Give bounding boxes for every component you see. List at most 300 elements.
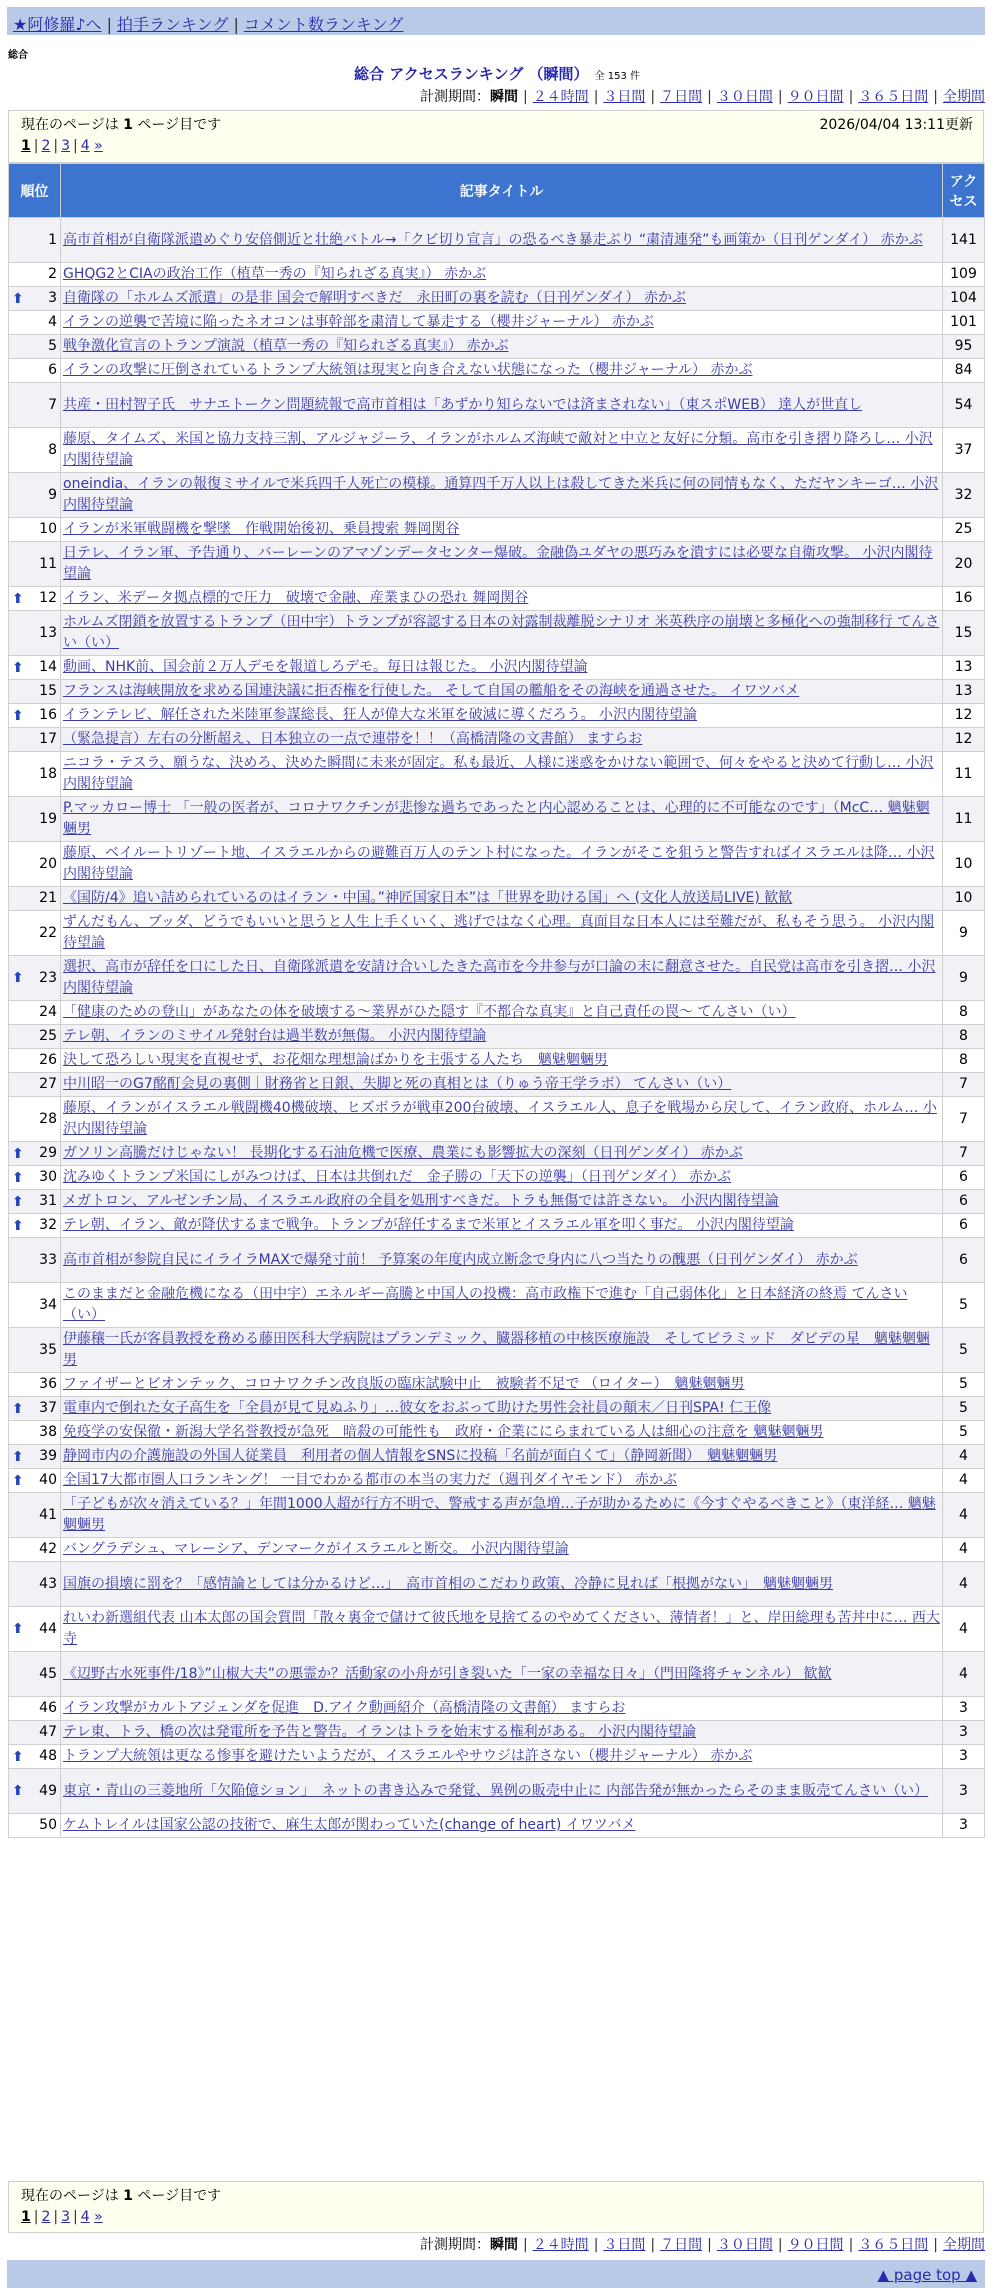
article-link[interactable]: トランプ大統領は更なる惨事を避けたいようだが、イスラエルやサウジは許さない（櫻井ジャーナル） 赤かぶ: [63, 1748, 753, 1764]
rank-cell: [9, 542, 61, 587]
table-row: [9, 1238, 985, 1283]
rank-cell: [9, 611, 61, 656]
rank-cell: [9, 1421, 61, 1445]
rank-cell: [9, 311, 61, 335]
table-row: [9, 1190, 985, 1214]
rank-up-icon: ⬆: [12, 659, 24, 676]
access-count: 9: [943, 956, 985, 1001]
page-link[interactable]: 2: [41, 2209, 51, 2225]
period-link[interactable]: ７日間: [660, 89, 703, 105]
article-link[interactable]: 選択、高市が辞任を口にした日、自衛隊派遣を安請け合いしたきた高市を今井参与が口論の末に翻意させた。自民党は高市を引き摺… 小沢内閣待望論: [63, 959, 936, 996]
access-count: 6: [943, 1190, 985, 1214]
header-title: 記事タイトル: [61, 164, 943, 218]
article-link[interactable]: イランが米軍戦闘機を撃墜 作戦開始後初、乗員捜索 舞岡関谷: [63, 521, 460, 537]
table-row: [9, 1097, 985, 1142]
period-current: 瞬間: [489, 2237, 518, 2253]
article-link[interactable]: 《国防/4》追い詰められているのはイラン・中国。”神匠国家日本”は「世界を助ける国」へ (文化人放送局LIVE) 歓歓: [63, 890, 793, 906]
title-cell: [61, 1607, 943, 1652]
period-link[interactable]: ９０日間: [787, 2237, 844, 2253]
article-link[interactable]: 共産・田村智子氏 サナエトークン問題続報で高市首相は「あずかり知らないでは済まされない」（東スポWEB） 達人が世直し: [63, 396, 863, 413]
rank-number: 49: [39, 1782, 57, 1799]
table-row: [9, 1607, 985, 1652]
rank-cell: [9, 1814, 61, 1838]
rank-number: 26: [39, 1052, 57, 1068]
article-link[interactable]: ファイザーとビオンテック、コロナワクチン改良版の臨床試験中止 被験者不足で （ロイター） 魑魅魍魎男: [63, 1376, 745, 1392]
access-count: 15: [943, 611, 985, 656]
table-row: [9, 1769, 985, 1814]
rank-cell: [9, 287, 61, 311]
article-link[interactable]: ケムトレイルは国家公認の技術で、麻生太郎が関わっていた(change of heart) イワツバメ: [63, 1817, 636, 1833]
rank-number: 21: [39, 890, 57, 906]
access-count: 5: [943, 1328, 985, 1373]
title-cell: [61, 1814, 943, 1838]
rank-number: 34: [39, 1296, 57, 1313]
period-link[interactable]: ３日間: [603, 2237, 646, 2253]
article-link[interactable]: 藤原、イランがイスラエル戦闘機40機破壊、ヒズボラが戦車200台破壊、イスラエル人、息子を戦場から戻して、イラン政府、ホルム… 小沢内閣待望論: [63, 1100, 937, 1137]
article-link[interactable]: 中川昭一のG7酩酊会見の裏側｜財務省と日銀、失脚と死の真相とは（りゅう帝王学ラボ） てんさい（い）: [63, 1076, 732, 1092]
period-link[interactable]: ２４時間: [532, 2237, 589, 2253]
access-count: 16: [943, 587, 985, 611]
access-count: 101: [943, 311, 985, 335]
article-link[interactable]: 「健康のための登山」があなたの体を破壊する〜業界がひた隠す『不都合な真実』と自己責任の罠〜 てんさい（い）: [63, 1004, 796, 1020]
access-count: 3: [943, 1745, 985, 1769]
rank-up-icon: ⬆: [12, 1448, 24, 1465]
rank-number: 3: [48, 290, 57, 306]
rank-cell: [9, 752, 61, 797]
table-row: [9, 1469, 985, 1493]
rank-number: 12: [39, 590, 57, 606]
article-link[interactable]: イラン、米データ拠点標的で圧力 破壊で金融、産業まひの恐れ 舞岡関谷: [63, 590, 529, 606]
article-link[interactable]: 決して恐ろしい現実を直視せず、お花畑な理想論ばかりを主張する人たち 魑魅魍魎男: [63, 1052, 608, 1068]
access-count: 95: [943, 335, 985, 359]
article-link[interactable]: ホルムズ閉鎖を放置するトランプ（田中宇）トランプが容認する日本の対露制裁離脱シナリオ 米英秩序の崩壊と多極化への強制移行 てんさい（い）: [63, 614, 940, 651]
rank-up-icon: ⬆: [12, 1169, 24, 1186]
article-link[interactable]: 免疫学の安保徹・新潟大学名誉教授が急死 暗殺の可能性も 政府・企業ににらまれている人は細心の注意を 魑魅魍魎男: [63, 1424, 824, 1440]
access-count: 4: [943, 1538, 985, 1562]
rank-cell: [9, 1238, 61, 1283]
title-cell: [61, 1142, 943, 1166]
rank-cell: [9, 359, 61, 383]
table-row: [9, 587, 985, 611]
title-cell: [61, 218, 943, 263]
rank-number: 39: [39, 1448, 57, 1464]
rank-cell: [9, 956, 61, 1001]
title-cell: [61, 656, 943, 680]
access-count: 20: [943, 542, 985, 587]
access-count: 4: [943, 1445, 985, 1469]
rank-number: 19: [39, 810, 57, 827]
comment-ranking-link[interactable]: コメント数ランキング: [243, 15, 404, 34]
article-link[interactable]: 静岡市内の介護施設の外国人従業員 利用者の個人情報をSNSに投稿「名前が面白くて」（静岡新聞） 魑魅魍魎男: [63, 1448, 778, 1464]
rank-number: 50: [39, 1817, 57, 1833]
rank-number: 38: [39, 1424, 57, 1440]
rank-number: 1: [48, 231, 57, 248]
period-link[interactable]: ７日間: [660, 2237, 703, 2253]
title-cell: [61, 797, 943, 842]
rank-cell: [9, 1190, 61, 1214]
period-current: 瞬間: [489, 89, 518, 105]
rank-up-icon: ⬆: [12, 707, 24, 724]
rank-cell: [9, 1745, 61, 1769]
rank-cell: [9, 428, 61, 473]
access-count: 3: [943, 1721, 985, 1745]
rank-cell: [9, 797, 61, 842]
table-row: [9, 611, 985, 656]
rank-cell: [9, 1562, 61, 1607]
rank-up-icon: ⬆: [12, 290, 24, 307]
title-cell: [61, 1562, 943, 1607]
title-cell: [61, 1493, 943, 1538]
rank-number: 11: [39, 555, 57, 572]
rank-number: 41: [39, 1506, 57, 1523]
title-cell: [61, 1328, 943, 1373]
article-link[interactable]: 電車内で倒れた女子高生を「全員が見て見ぬふり」…彼女をおぶって助けた男性会社員の顛末／日刊SPA! 仁王像: [63, 1400, 772, 1416]
header-access: アクセス: [943, 164, 985, 218]
access-count: 6: [943, 1238, 985, 1283]
rank-cell: [9, 1445, 61, 1469]
article-link[interactable]: テレ東、トラ、橋の次は発電所を予告と警告。イランはトラを始末する権利がある。 小沢内閣待望論: [63, 1724, 697, 1740]
table-row: [9, 311, 985, 335]
article-link[interactable]: 動画、NHK前、国会前２万人デモを報道しろデモ。毎日は報じた。 小沢内閣待望論: [63, 659, 588, 675]
title-cell: [61, 704, 943, 728]
access-count: 25: [943, 518, 985, 542]
period-link[interactable]: 全期間: [943, 89, 985, 105]
table-row: [9, 680, 985, 704]
rank-number: 24: [39, 1004, 57, 1020]
title-cell: [61, 1721, 943, 1745]
table-row: [9, 1001, 985, 1025]
article-link[interactable]: イランテレビ、解任された米陸軍参謀総長、狂人が偉大な米軍を破滅に導くだろう。 小沢内閣待望論: [63, 707, 698, 723]
site-label: 総合: [8, 50, 28, 61]
rank-number: 43: [39, 1575, 57, 1592]
article-link[interactable]: テレ朝、イランのミサイル発射台は過半数が無傷。 小沢内閣待望論: [63, 1028, 487, 1044]
rank-cell: [9, 1073, 61, 1097]
table-row: [9, 656, 985, 680]
rank-number: 40: [39, 1472, 57, 1488]
rank-number: 23: [39, 969, 57, 986]
table-row: [9, 1373, 985, 1397]
article-link[interactable]: 全国17大都市圏人口ランキング！ 一目でわかる都市の本当の実力だ（週刊ダイヤモンド） 赤かぶ: [63, 1472, 678, 1488]
article-link[interactable]: れいわ新選組代表 山本太郎の国会質問「散々裏金で儲けて彼氏地を見捨てるのやめてください、薄情者！」と、岸田総理も苦丼中に… 西大寺: [63, 1610, 940, 1647]
access-count: 7: [943, 1097, 985, 1142]
access-count: 3: [943, 1814, 985, 1838]
rank-up-icon: ⬆: [12, 1748, 24, 1765]
page-link[interactable]: 2: [41, 138, 51, 154]
rank-cell: [9, 1283, 61, 1328]
table-row: [9, 1697, 985, 1721]
title-cell: [61, 1238, 943, 1283]
rank-number: 17: [39, 731, 57, 747]
title-cell: [61, 1049, 943, 1073]
table-row: [9, 287, 985, 311]
table-row: [9, 473, 985, 518]
table-row: [9, 1652, 985, 1697]
article-link[interactable]: フランスは海峡開放を求める国連決議に拒否権を行使した。 そして自国の艦船をその海峡を通過させた。 イワツバメ: [63, 683, 800, 699]
table-row: [9, 383, 985, 428]
access-count: 3: [943, 1769, 985, 1814]
article-count: 全 153 件: [594, 71, 640, 82]
access-count: 9: [943, 911, 985, 956]
article-link[interactable]: GHQG2とCIAの政治工作（植草一秀の『知られざる真実』） 赤かぶ: [63, 266, 487, 282]
rank-cell: [9, 1607, 61, 1652]
page-link[interactable]: 4: [80, 2209, 90, 2225]
rank-cell: [9, 335, 61, 359]
access-count: 109: [943, 263, 985, 287]
title-cell: [61, 956, 943, 1001]
page-next-link[interactable]: »: [94, 138, 103, 154]
title-cell: [61, 1469, 943, 1493]
rank-cell: [9, 1025, 61, 1049]
title-cell: [61, 842, 943, 887]
access-count: 4: [943, 1607, 985, 1652]
article-link[interactable]: 藤原、ベイルートリゾート地、イスラエルからの避難百万人のテント村になった。イランがそこを狙うと警告すればイスラエルは降… 小沢内閣待望論: [63, 845, 935, 882]
access-count: 12: [943, 728, 985, 752]
page-link[interactable]: 4: [80, 138, 90, 154]
page-info-bottom: [8, 2181, 984, 2233]
table-row: [9, 428, 985, 473]
title-cell: [61, 1373, 943, 1397]
access-count: 11: [943, 797, 985, 842]
title-cell: [61, 287, 943, 311]
rank-cell: [9, 263, 61, 287]
page-info-top: [8, 110, 984, 163]
access-count: 104: [943, 287, 985, 311]
article-link[interactable]: 藤原、タイムズ、米国と協力支持三割、アルジャジーラ、イランがホルムズ海峡で敵対と中立と友好に分類。高市を引き摺り降ろし… 小沢内閣待望論: [63, 431, 933, 468]
access-count: 8: [943, 1001, 985, 1025]
article-link[interactable]: このままだと金融危機になる（田中宇）エネルギー高騰と中国人の投機：高市政権下で進む「自己弱体化」と日本経済の終焉 てんさい（い）: [63, 1286, 908, 1323]
title-cell: [61, 1421, 943, 1445]
table-row: [9, 1283, 985, 1328]
rank-cell: [9, 1142, 61, 1166]
updated-timestamp: 2026/04/04 13:11更新: [819, 117, 973, 133]
title-cell: [61, 428, 943, 473]
table-row: [9, 797, 985, 842]
table-row: [9, 752, 985, 797]
rank-number: 31: [39, 1193, 57, 1209]
period-link[interactable]: ３６５日間: [858, 89, 929, 105]
access-count: 8: [943, 1025, 985, 1049]
table-row: [9, 1538, 985, 1562]
title-cell: [61, 1283, 943, 1328]
article-link[interactable]: 「子どもが次々消えている？」年間1000人超が行方不明で、警戒する声が急増…子が助かるために《今すぐやるべきこと》（東洋経… 魑魅魍魎男: [63, 1496, 936, 1533]
title-cell: [61, 1445, 943, 1469]
article-link[interactable]: テレ朝、イラン、敵が降伏するまで戦争。トランプが辞任するまで米軍とイスラエル軍を叩く事だ。 小沢内閣待望論: [63, 1217, 794, 1233]
article-link[interactable]: P.マッカロー博士 「一般の医者が、コロナワクチンが悲惨な過ちであったと内心認めることは、心理的に不可能なのです」（McC… 魑魅魍魎男: [63, 800, 930, 837]
rank-number: 9: [48, 486, 57, 503]
rank-cell: [9, 1001, 61, 1025]
pager-top: 1 | 2 | 3 | 4 »: [21, 138, 103, 154]
access-count: 6: [943, 1214, 985, 1238]
article-link[interactable]: 高市首相が参院自民にイライラMAXで爆発寸前！ 予算案の年度内成立断念で身内に八つ当たりの醜悪（日刊ゲンダイ） 赤かぶ: [63, 1251, 858, 1268]
rank-cell: [9, 887, 61, 911]
pager-bottom: 1 | 2 | 3 | 4 »: [21, 2209, 103, 2225]
rank-number: 10: [39, 521, 57, 537]
page-top-link[interactable]: ▲ page top ▲: [877, 2266, 977, 2284]
rank-number: 47: [39, 1724, 57, 1740]
rank-number: 8: [48, 441, 57, 458]
rank-up-icon: ⬆: [12, 1400, 24, 1417]
title-cell: [61, 680, 943, 704]
title-cell: [61, 1097, 943, 1142]
rank-number: 36: [39, 1376, 57, 1392]
title-cell: [61, 911, 943, 956]
access-count: 11: [943, 752, 985, 797]
page-next-link[interactable]: »: [94, 2209, 103, 2225]
article-link[interactable]: 高市首相が自衛隊派遣めぐり安倍側近と壮絶バトル→「クビ切り宣言」の恐るべき暴走ぶり “粛清連発”も画策か（日刊ゲンダイ） 赤かぶ: [63, 231, 923, 248]
article-link[interactable]: イランの逆襲で苦境に陥ったネオコンは事幹部を粛清して暴走する（櫻井ジャーナル） 赤かぶ: [63, 314, 654, 330]
rank-cell: [9, 1214, 61, 1238]
rank-cell: [9, 1538, 61, 1562]
table-row: [9, 1745, 985, 1769]
rank-number: 22: [39, 924, 57, 941]
bottom-bar: [7, 2260, 985, 2288]
title-cell: [61, 1025, 943, 1049]
rank-cell: [9, 656, 61, 680]
title-cell: [61, 1697, 943, 1721]
article-link[interactable]: oneindia、イランの報復ミサイルで米兵四千人死亡の模様。通算四千万人以上は殺してきた米兵に何の同情もなく、ただヤンキーゴ… 小沢内閣待望論: [63, 476, 939, 513]
home-link[interactable]: ★阿修羅♪へ: [13, 15, 102, 34]
period-link[interactable]: ３０日間: [716, 89, 773, 105]
table-row: [9, 1445, 985, 1469]
period-link[interactable]: ３日間: [603, 89, 646, 105]
table-row: [9, 542, 985, 587]
article-link[interactable]: （緊急提言）左右の分断超え、日本独立の一点で連帯を！！（高橋清隆の文書館） ますらお: [63, 731, 643, 747]
rank-number: 29: [39, 1145, 57, 1161]
rank-number: 5: [48, 338, 57, 354]
title-cell: [61, 518, 943, 542]
title-cell: [61, 1190, 943, 1214]
rank-number: 44: [39, 1620, 57, 1637]
period-link[interactable]: ９０日間: [787, 89, 844, 105]
rank-cell: [9, 1721, 61, 1745]
page-link[interactable]: 3: [61, 138, 71, 154]
access-count: 54: [943, 383, 985, 428]
table-row: [9, 1814, 985, 1838]
access-count: 5: [943, 1283, 985, 1328]
rank-cell: [9, 1328, 61, 1373]
table-row: [9, 359, 985, 383]
title-cell: [61, 728, 943, 752]
article-link[interactable]: イランの攻撃に圧倒されているトランプ大統領は現実と向き合えない状態になった（櫻井ジャーナル） 赤かぶ: [63, 362, 753, 378]
rank-up-icon: ⬆: [12, 1472, 24, 1489]
title-cell: [61, 887, 943, 911]
rank-number: 48: [39, 1748, 57, 1764]
period-link[interactable]: ２４時間: [532, 89, 589, 105]
rank-number: 18: [39, 765, 57, 782]
rank-cell: [9, 1049, 61, 1073]
title-cell: [61, 752, 943, 797]
page-link[interactable]: 3: [61, 2209, 71, 2225]
rank-cell: [9, 1166, 61, 1190]
ranking-title: 総合 アクセスランキング （瞬間）: [354, 65, 589, 83]
rank-cell: [9, 911, 61, 956]
rank-number: 15: [39, 683, 57, 699]
rank-cell: [9, 1097, 61, 1142]
article-link[interactable]: ニコラ・テスラ、願うな、決めろ、決めた瞬間に未来が固定。私も最近、人様に迷惑をかけない範囲で、何々をやると決めて行動し… 小沢内閣待望論: [63, 755, 934, 792]
article-link[interactable]: 沈みゆくトランプ米国にしがみつけば、日本は共倒れだ 金子勝の「天下の逆襲」（日刊ゲンダイ） 赤かぶ: [63, 1169, 732, 1185]
rank-cell: [9, 1493, 61, 1538]
rank-cell: [9, 383, 61, 428]
rank-up-icon: ⬆: [12, 1193, 24, 1210]
table-row: [9, 1025, 985, 1049]
rank-up-icon: ⬆: [12, 1783, 24, 1799]
article-link[interactable]: メガトロン、アルゼンチン局、イスラエル政府の全員を処刑すべきだ。トラも無傷では許さない。 小沢内閣待望論: [63, 1193, 779, 1209]
title-cell: [61, 1166, 943, 1190]
access-count: 4: [943, 1562, 985, 1607]
period-link[interactable]: 全期間: [943, 2237, 985, 2253]
rank-number: 6: [48, 362, 57, 378]
period-link[interactable]: ３６５日間: [858, 2237, 929, 2253]
access-count: 5: [943, 1397, 985, 1421]
access-count: 4: [943, 1493, 985, 1538]
title-cell: [61, 359, 943, 383]
rank-cell: [9, 518, 61, 542]
period-selector-bottom: 計測期間：瞬間 | ２４時間 | ３日間 | ７日間 | ３０日間 | ９０日間 | ３６５日間 | 全期間: [419, 2237, 985, 2253]
page-current: 1: [21, 138, 31, 154]
article-link[interactable]: 国旗の損壊に罰を？「感情論としては分かるけど…」 高市首相のこだわり政策、冷静に見れば「根拠がない」 魑魅魍魎男: [63, 1575, 833, 1592]
article-link[interactable]: 戦争激化宣言のトランプ演説（植草一秀の『知られざる真実』） 赤かぶ: [63, 338, 509, 354]
access-count: 32: [943, 473, 985, 518]
ranking-table: [8, 163, 985, 1838]
access-count: 4: [943, 1469, 985, 1493]
article-link[interactable]: イラン攻撃がカルトアジェンダを促進 D.アイク動画紹介（高橋清隆の文書館） ますらお: [63, 1700, 626, 1716]
article-link[interactable]: ガソリン高騰だけじゃない！ 長期化する石油危機で医療、農業にも影響拡大の深刻（日刊ゲンダイ） 赤かぶ: [63, 1145, 743, 1161]
access-count: 3: [943, 1697, 985, 1721]
article-link[interactable]: 《辺野古水死事件/18》”山椒大夫”の悪霊か？活動家の小舟が引き裂いた「一家の幸福な日々」（門田隆将チャンネル） 歓歓: [63, 1665, 832, 1682]
rank-number: 33: [39, 1251, 57, 1268]
table-row: [9, 263, 985, 287]
period-link[interactable]: ３０日間: [716, 2237, 773, 2253]
current-page-text: 現在のページは 1 ページ目です: [21, 2188, 222, 2204]
rank-number: 2: [48, 266, 57, 282]
rank-up-icon: ⬆: [12, 1145, 24, 1162]
rank-number: 7: [48, 396, 57, 413]
clap-ranking-link[interactable]: 拍手ランキング: [116, 15, 229, 34]
article-link[interactable]: ずんだもん、ブッダ、どうでもいいと思うと人生上手くいく、逃げではなく心理。真面目な日本人には至難だが、私もそう思う。 小沢内閣待望論: [63, 914, 935, 951]
table-row: [9, 887, 985, 911]
access-count: 13: [943, 680, 985, 704]
article-link[interactable]: 東京・青山の三菱地所「欠陥億ション」 ネットの書き込みで発覚、異例の販売中止に 内部告発が無かったらそのまま販売てんさい（い）: [63, 1782, 929, 1799]
rank-cell: [9, 473, 61, 518]
access-count: 13: [943, 656, 985, 680]
title-cell: [61, 1652, 943, 1697]
access-count: 7: [943, 1073, 985, 1097]
article-link[interactable]: 伊藤穰一氏が客員教授を務める藤田医科大学病院はプランデミック、臓器移植の中核医療施設 そしてピラミッド ダビデの星 魑魅魍魎男: [63, 1331, 930, 1368]
rank-cell: [9, 842, 61, 887]
access-count: 6: [943, 1166, 985, 1190]
rank-number: 45: [39, 1665, 57, 1682]
title-cell: [61, 335, 943, 359]
title-cell: [61, 1073, 943, 1097]
article-link[interactable]: 日テレ、イラン軍、予告通り、バーレーンのアマゾンデータセンター爆破。金融偽ユダヤの悪巧みを潰すには必要な自衛攻撃。 小沢内閣待望論: [63, 545, 933, 582]
article-link[interactable]: バングラデシュ、マレーシア、デンマークがイスラエルと断交。 小沢内閣待望論: [63, 1541, 569, 1557]
rank-number: 37: [39, 1400, 57, 1416]
current-page-text: 現在のページは 1 ページ目です: [21, 117, 222, 133]
rank-cell: [9, 1697, 61, 1721]
access-count: 12: [943, 704, 985, 728]
rank-number: 32: [39, 1217, 57, 1233]
period-selector-top: 計測期間：瞬間 | ２４時間 | ３日間 | ７日間 | ３０日間 | ９０日間 | ３６５日間 | 全期間: [419, 89, 985, 105]
table-row: [9, 335, 985, 359]
title-cell: [61, 1745, 943, 1769]
rank-number: 28: [39, 1110, 57, 1127]
rank-cell: [9, 218, 61, 263]
table-row: [9, 956, 985, 1001]
access-count: 4: [943, 1652, 985, 1697]
table-row: [9, 518, 985, 542]
table-row: [9, 218, 985, 263]
article-link[interactable]: 自衛隊の「ホルムズ派遣」の是非 国会で解明すべきだ 永田町の裏を読む（日刊ゲンダイ） 赤かぶ: [63, 290, 686, 306]
